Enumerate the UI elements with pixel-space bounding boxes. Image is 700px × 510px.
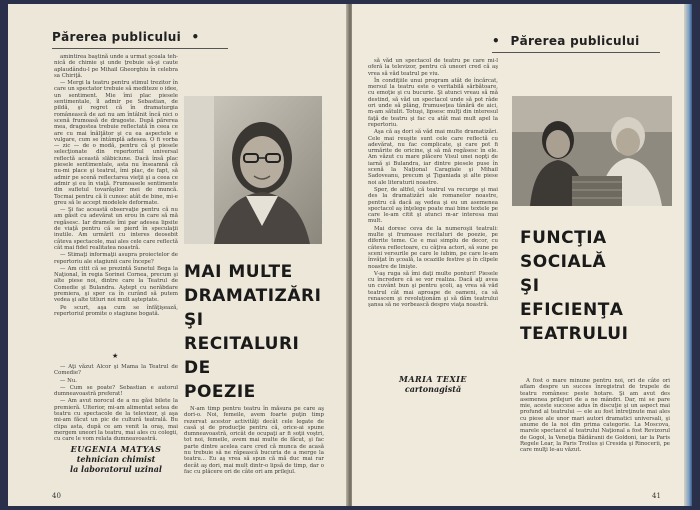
right-signature (368, 374, 498, 394)
left-header-rule (52, 48, 228, 49)
left-article-title (184, 260, 334, 404)
title-line: DRAMATIZĂRI (184, 286, 322, 306)
dialogue-line: — Cum se poate? Sebastian e autorul dumneavoastră preferat! (54, 384, 178, 398)
group-photo (512, 96, 672, 206)
left-col1-paragraph: — Şi fac această observaţie pentru că nu am găsit cu adevărat un erou în care să mă regăsesc. Iar dramele îmi par adesea lipsite de viaţă pentru că se pierd în speculaţii inutile. Am urmărit cu interes deosebit câteva spectacole, mai ales cele care reflectă cât mai fidel realitatea noastră. (54, 207, 178, 251)
section-star: ★ (112, 352, 119, 360)
right-page-number: 41 (652, 492, 661, 500)
title-line: MAI MULTE (184, 262, 293, 282)
title-line: RECITALURI (184, 334, 300, 354)
left-column-2 (184, 406, 324, 475)
signature-name: MARIA TEXIE (398, 374, 468, 384)
title-line: EFICIENŢA (520, 300, 624, 320)
title-line: TEATRULUI (520, 324, 629, 344)
right-header-bullet: • (492, 34, 500, 48)
page-edge-stack (684, 4, 692, 506)
signature-role: la laboratorul uzinal (70, 464, 162, 474)
left-col1-paragraph: amintirea baştină unde a urmat şcoala teh-nică de chimie şi unde ţrebuie să-şi caute aplaudându-l pe Mihail Gheorghiu în celebra sa Chiriţă. (54, 54, 178, 79)
left-col2-paragraph: N-am timp pentru teatru în măsura pe care aş dori-o. Noi, femeile, avem foarte puţin timp rezervat acestor activităţi decât cele legate de casă şi de producţie pentru că, orice-ai spune dumneavoastră, oricât de ocupaţi ar fi soţii voştri, tot noi, femeile, avem mai multe de făcut, şi fac parte dintre acelea care cred că munca de acasă nu trebuie să ne răpească bucuria de a merge la teatru... Eu aş vrea să spun că mă duc mai rar decât aş dori, mai mult dintr-o lipsă de timp, dar o fac cu plăcere ori de câte ori am prilejul. (184, 406, 324, 475)
signature-role: tehnician chimist (76, 454, 156, 464)
left-page-header (52, 30, 200, 44)
right-col1-paragraph: În condiţiile unui program atât de încărcat, mersul la teatru este o veritabilă sărbătoare, cu emoţie şi cu bucurie. Şi atunci vreau să mă destind, să văd un spectacol unde să pot râde ori unde să plâng, frumuseţea tânără de aici, m-am sătulit. Totuşi, lipsesc mulţi din interesul faţă de teatru şi fac cu atât mai mult apel la repertoriu. (368, 77, 498, 128)
right-col1-paragraph: să văd un spectacol de teatru pe care mi-l oferă la televizor, pentru că uneori cred că aş vrea să văd teatrul pe viu. (368, 58, 498, 77)
left-column-dialogue (54, 364, 178, 443)
right-header-text: Părerea publicului (510, 34, 640, 48)
left-col1-paragraph: — Am citit că se prezintă Sunetul Bega la Naţional, în regia Sorinei Cornea, precum şi alte piese noi, dintre care la Teatrul de Comedie şi Bulandra. Aştept cu nerăbdare premiera, şi sper ca în curând să putem vedea şi alte titluri noi mult aşteptate. (54, 265, 178, 304)
left-signature (54, 444, 178, 474)
signature-role: cartonagistă (404, 384, 462, 394)
title-line: FUNCŢIA (520, 228, 607, 248)
dialogue-line: — Nu. (60, 377, 78, 384)
title-line: ŞI (184, 310, 204, 330)
left-column-1 (54, 54, 178, 346)
portrait-photo-image (184, 96, 322, 244)
title-line: ŞI (520, 276, 540, 296)
right-col1-paragraph: Mai doresc ceva de la numeroşii teatrali: multe şi frumoase recitaluri de poezie, pe diferite teme. Ce e mai simplu de decor, cu câteva reflectoare, cu câţiva actori, să sune pe sceni versurile pe care le iubim, pe care le-am învăţat în şcoală, la ocaziile festive şi în clipele noastre de linişte. (368, 225, 498, 270)
magazine-spread (8, 4, 692, 506)
left-col1-paragraph: — Mergi la teatru pentru stimul trezitor în care un spectator trebuie să mediteze o idee, un sentiment. Mie îmi plac piesele sentimentale, îl admir pe Sebastian, de pildă, şi regret că în dramaturgia românească de azi nu am întâlnit încă nici o scenă frumoasă de dragoste. După părerea mea, dragostea trebuie reflectată în ceea ce are cu mai înălţător şi cu ea aspectele e vulgare, cum se întâmplă adesea. O fi vorba — zic — de o modă, pentru că şi piesele selecţionate din repertoriul universal reflectă această slăbiciune. Dacă însă plac piesele sentimentale, asta nu înseamnă că nu-mi place şi teatrul, îmi plac, de fapt, să admir pe scenă reflectarea vieţii şi a ceea ce admir şi eu în viaţă. Frumoasele sentimente din sufletul tovarăşilor mei de muncă. Tocmai pentru că îi cunosc atât de bine, mi-e greu să le accept modelele deformate. (54, 80, 178, 206)
right-col1-paragraph: Aşa că aş dori să văd mai multe dramatizări. Cele mai reuşite sunt cele care reflectă cu adevărat, nu fac complicate, şi care pot fi urmărite de oricine, şi să mă regăsesc în ele. Am văzut cu mare plăcere Visul unei nopţi de iarnă şi Bulandra, iar dintre piesele puse în scenă la Naţional Caragiale şi Mihail Sadoveanu, precum şi Ţiganiada şi alte piese noi ale literaturii noastre. (368, 129, 498, 186)
signature-name: EUGENIA MATYAS (70, 444, 162, 454)
left-header-text: Părerea publicului (52, 30, 182, 44)
right-page-header (492, 34, 640, 48)
right-article-title (520, 226, 670, 346)
left-col1-paragraph: — Stimaţi informaţii asupra proiectelor de repertoriu ale stagiunii care începe? (54, 252, 178, 265)
right-col1-paragraph: V-aş ruga să îmi daţi multe ponturi! Piesele cu încredere că se vor realiza. Dacă aţi avea un cuvânt bun şi pentru şcoli, aş vrea să văd teatrul cât mai aproape de oameni, ca să renascem şi revoluţionăm şi să dăm teatrului şansa să ne vorbească despre viaţa noastră. (368, 270, 498, 309)
title-line: SOCIALĂ (520, 252, 607, 272)
portrait-photo-woman (184, 96, 322, 244)
group-photo-image (512, 96, 672, 206)
right-column-1 (368, 58, 498, 368)
left-page (8, 4, 348, 506)
right-header-rule (492, 52, 660, 53)
left-col1-paragraph: Pe scurt, aşa cum se înfăţişează, repertoriul promite o stagiune bogată. (54, 304, 178, 317)
dialogue-line: — Am avut norocul de a nu găsi bilete la premieră. Ulterior, mi-am alimentat setea de teatru cu spectacole de la televizor, şi aşa mi-am făcut un pic de cultură teatrală. Bu clipa asta, după ce am venit la oraş, mai mergem uneori la teatru, mai ales cu colegii, cu care le vom relata dumneavoastră. (54, 398, 178, 443)
dialogue-line: — Aţi văzut Alcor şi Mama la Teatrul de Comedie? (54, 364, 178, 377)
title-line: DE (184, 358, 211, 378)
title-line: POEZIE (184, 382, 256, 402)
left-page-number: 40 (52, 492, 61, 500)
right-page (352, 4, 692, 506)
right-col2-paragraph: A fost o mare minune pentru noi, ori de câte ori aflam despre un succes înregistrat de trupele de teatru românesc peste hotare. Şi am avut des asemenea prilejuri de a ne mândri. Dar, mi se pare mie, aceste succese adus în discuţie şi un aspect mai profund al teatrului — ele au fost întreţinute mai ales cu piese ale unor mari autori dramatici universali, şi anume de la noi din prima categorie. La Moscova, marele spectacol al teatrului Naţional a fost Revizorul de Gogol, la Veneţia Bădăranii de Goldoni, iar la Paris Regele Lear, la Paris Troilus şi Cresida şi Rinocerii, pe care mulţi le-au văzut. (520, 378, 670, 454)
left-header-bullet: • (191, 30, 200, 44)
right-col1-paragraph: Sper, de altfel, că teatrul va recurge şi mai des la dramatizări ale romanelor noastre, pentru că dacă aş vedea şi eu un asemenea spectacol aş înţelege poate mai bine textele pe care le-am citit şi atunci m-ar interesa mai mult. (368, 186, 498, 225)
right-column-2 (520, 378, 670, 468)
